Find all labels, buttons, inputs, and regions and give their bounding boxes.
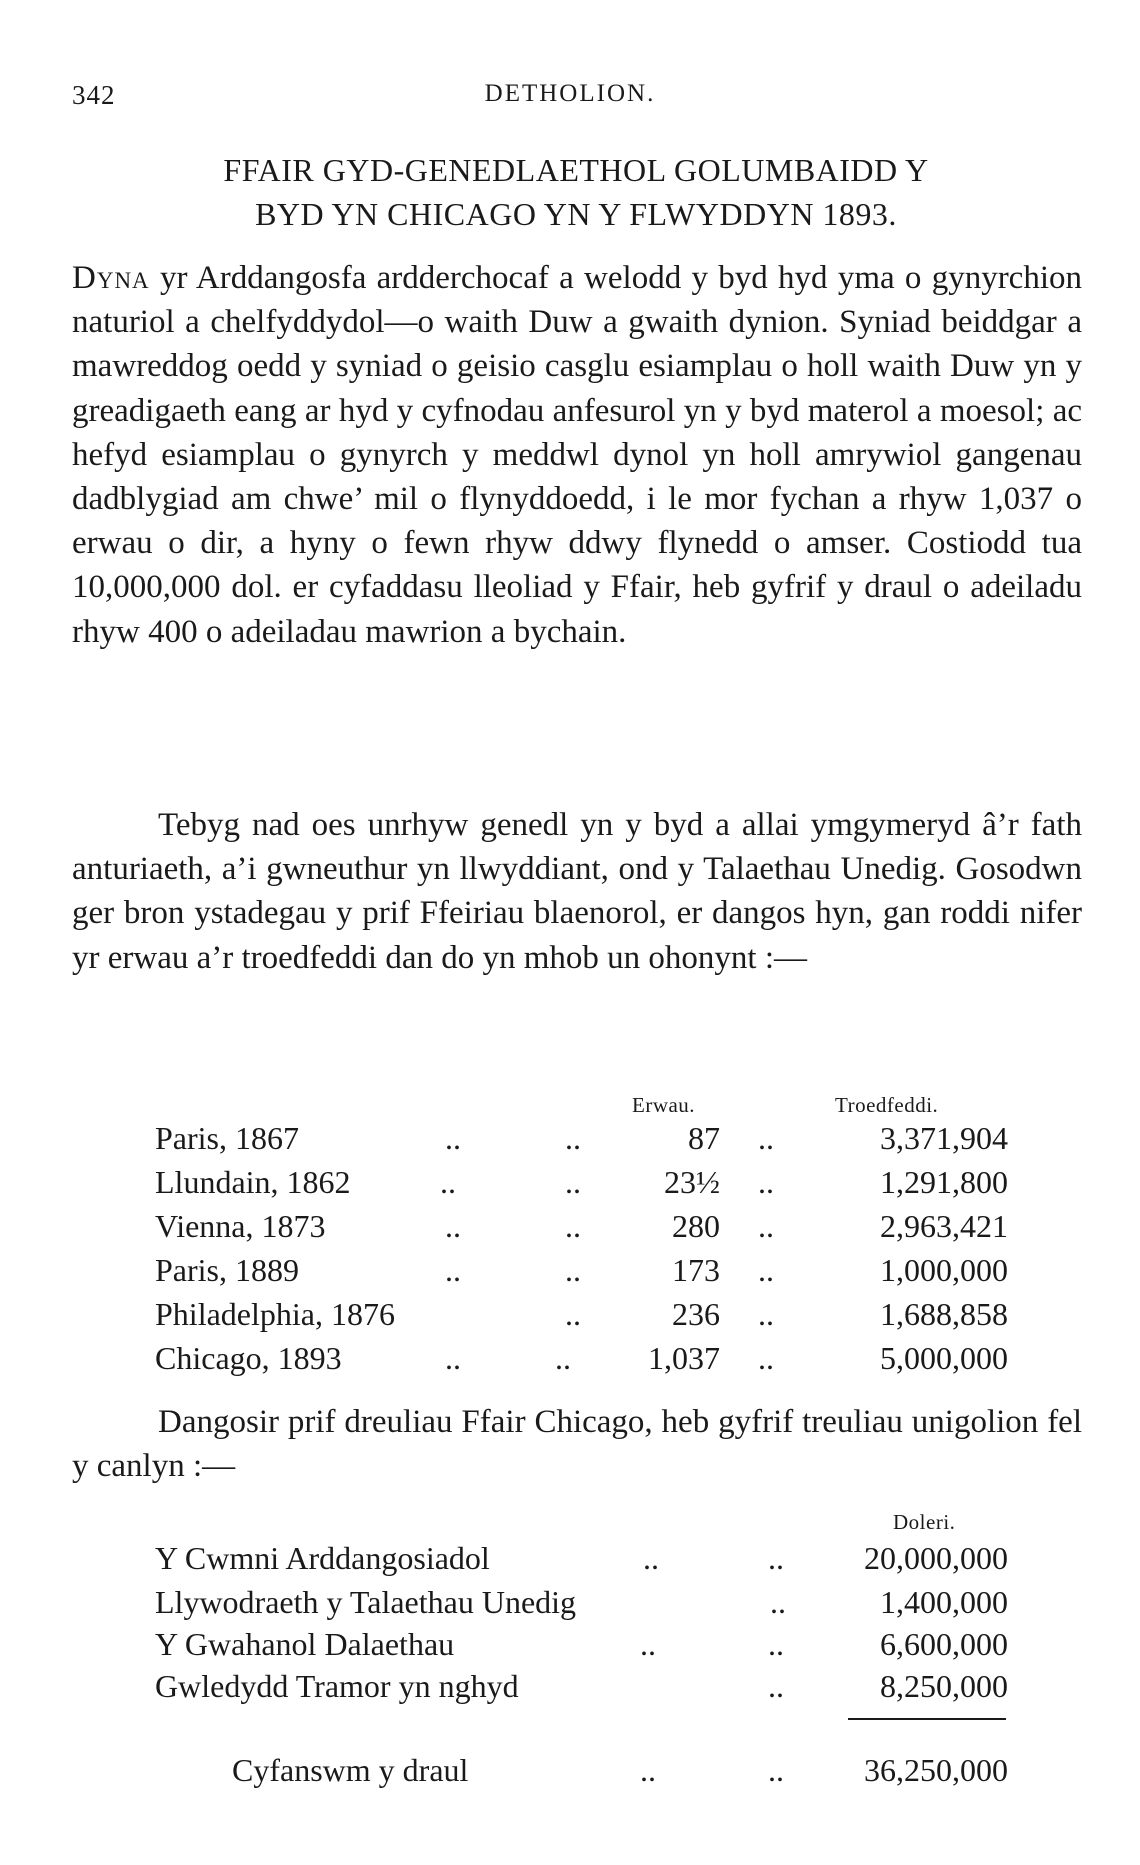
dot-leader: .. <box>643 1540 659 1576</box>
cost-amount: 1,400,000 <box>880 1584 1008 1620</box>
table-row <box>0 1584 1140 1628</box>
dot-leader: .. <box>565 1208 581 1244</box>
dot-leader: .. <box>768 1540 784 1576</box>
total-label: Cyfanswm y draul <box>232 1752 469 1788</box>
paragraph-comparison-text: Tebyg nad oes unrhyw genedl yn y byd a allai ymgymeryd â’r fath anturiaeth, a’i gwneuthur yn llwyddiant, ond y Talaethau Unedig. Gosodwn ger bron ystadegau y prif Ffeiriau blaenorol, er dangos hyn, gan roddi nifer yr erwau a’r troedfeddi dan do yn mhob un ohonynt :— <box>72 807 1082 976</box>
cost-amount: 20,000,000 <box>864 1540 1008 1576</box>
dot-leader: .. <box>445 1340 461 1376</box>
dot-leader: .. <box>758 1252 774 1288</box>
table-row <box>0 1164 1140 1208</box>
fair-name: Paris, 1889 <box>155 1252 299 1288</box>
paragraph-intro-text: yr Arddangosfa ardderchocaf a welodd y byd hyd yma o gynyrchion naturiol a chelfyddydol—o waith Duw a gwaith dynion. Syniad beiddgar a mawreddog oedd y syniad o geisio casglu esiamplau o holl waith Duw yn y greadigaeth eang ar hyd y cyfnodau anfesurol yn y byd materol a moesol; ac hefyd esiamplau o gynyrch y meddwl dynol yn holl amrywiol gangenau dadblygiad am chwe’ mil o flynyddoedd, i le mor fychan a rhyw 1,037 o erwau o dir, a hyny o fewn rhyw ddwy flynedd o amser. Costiodd tua 10,000,000 dol. er cyfaddasu lleoliad y Ffair, heb gyfrif y draul o adeiladu rhyw 400 o adeiladau mawrion a bychain. <box>72 260 1082 650</box>
table-row <box>0 1120 1140 1164</box>
fair-name: Vienna, 1873 <box>155 1208 326 1244</box>
dot-leader: .. <box>565 1120 581 1156</box>
dot-leader: .. <box>758 1164 774 1200</box>
table-row <box>0 1208 1140 1252</box>
paragraph-costs-intro-text: Dangosir prif dreuliau Ffair Chicago, heb gyfrif treuliau unigolion fel y canlyn :— <box>72 1404 1082 1485</box>
dot-leader: .. <box>445 1208 461 1244</box>
table-row <box>0 1252 1140 1296</box>
fair-acres: 236 <box>672 1296 720 1332</box>
running-head: DETHOLION. <box>484 80 656 107</box>
fair-feet: 2,963,421 <box>880 1208 1008 1244</box>
cost-name: Gwledydd Tramor yn nghyd <box>155 1668 519 1704</box>
dot-leader: .. <box>445 1120 461 1156</box>
paragraph-costs-intro <box>72 1400 1082 1488</box>
cost-amount: 6,600,000 <box>880 1626 1008 1662</box>
table-row <box>0 1668 1140 1712</box>
dot-leader: .. <box>565 1296 581 1332</box>
cost-name: Y Gwahanol Dalaethau <box>155 1626 455 1662</box>
dot-leader: .. <box>445 1252 461 1288</box>
dot-leader: .. <box>565 1164 581 1200</box>
dot-leader: .. <box>440 1164 456 1200</box>
dot-leader: .. <box>768 1626 784 1662</box>
page-number: 342 <box>72 80 116 110</box>
table-row <box>0 1340 1140 1384</box>
dot-leader: .. <box>768 1668 784 1704</box>
sum-rule <box>848 1718 1006 1720</box>
dot-leader: .. <box>758 1208 774 1244</box>
table-row <box>0 1540 1140 1584</box>
dot-leader: .. <box>555 1340 571 1376</box>
fair-feet: 1,688,858 <box>880 1296 1008 1332</box>
dot-leader: .. <box>758 1120 774 1156</box>
cost-name: Y Cwmni Arddangosiadol <box>155 1540 490 1576</box>
fair-acres: 23½ <box>664 1164 720 1200</box>
fair-acres: 173 <box>672 1252 720 1288</box>
total-row <box>0 1752 1140 1796</box>
fair-name: Philadelphia, 1876 <box>155 1296 395 1332</box>
fair-name: Llundain, 1862 <box>155 1164 351 1200</box>
fair-feet: 1,291,800 <box>880 1164 1008 1200</box>
table-row <box>0 1296 1140 1340</box>
cost-amount: 8,250,000 <box>880 1668 1008 1704</box>
fair-name: Chicago, 1893 <box>155 1340 342 1376</box>
dot-leader: .. <box>640 1626 656 1662</box>
paragraph-intro <box>72 256 1082 654</box>
cost-name: Llywodraeth y Talaethau Unedig <box>155 1584 577 1620</box>
article-title-line-1: FFAIR GYD-GENEDLAETHOL GOLUMBAIDD Y <box>223 152 929 188</box>
dot-leader: .. <box>640 1752 656 1788</box>
article-title-line-2: BYD YN CHICAGO YN Y FLWYDDYN 1893. <box>255 196 897 232</box>
fair-acres: 280 <box>672 1208 720 1244</box>
fair-feet: 5,000,000 <box>880 1340 1008 1376</box>
fair-feet: 3,371,904 <box>880 1120 1008 1156</box>
table-row <box>0 1626 1140 1670</box>
dot-leader: .. <box>565 1252 581 1288</box>
column-header-dollars: Doleri. <box>893 1510 956 1534</box>
paragraph-comparison <box>72 803 1082 980</box>
fair-acres: 1,037 <box>648 1340 720 1376</box>
fair-acres: 87 <box>688 1120 720 1156</box>
paragraph-lead-word: Dyna <box>72 260 150 296</box>
page-header <box>72 80 1068 120</box>
article-title <box>72 148 1080 236</box>
fair-feet: 1,000,000 <box>880 1252 1008 1288</box>
dot-leader: .. <box>758 1296 774 1332</box>
dot-leader: .. <box>768 1752 784 1788</box>
column-header-acres: Erwau. <box>632 1093 696 1117</box>
dot-leader: .. <box>758 1340 774 1376</box>
total-amount: 36,250,000 <box>864 1752 1008 1788</box>
dot-leader: .. <box>770 1584 786 1620</box>
fair-name: Paris, 1867 <box>155 1120 299 1156</box>
column-header-feet: Troedfeddi. <box>835 1093 939 1117</box>
